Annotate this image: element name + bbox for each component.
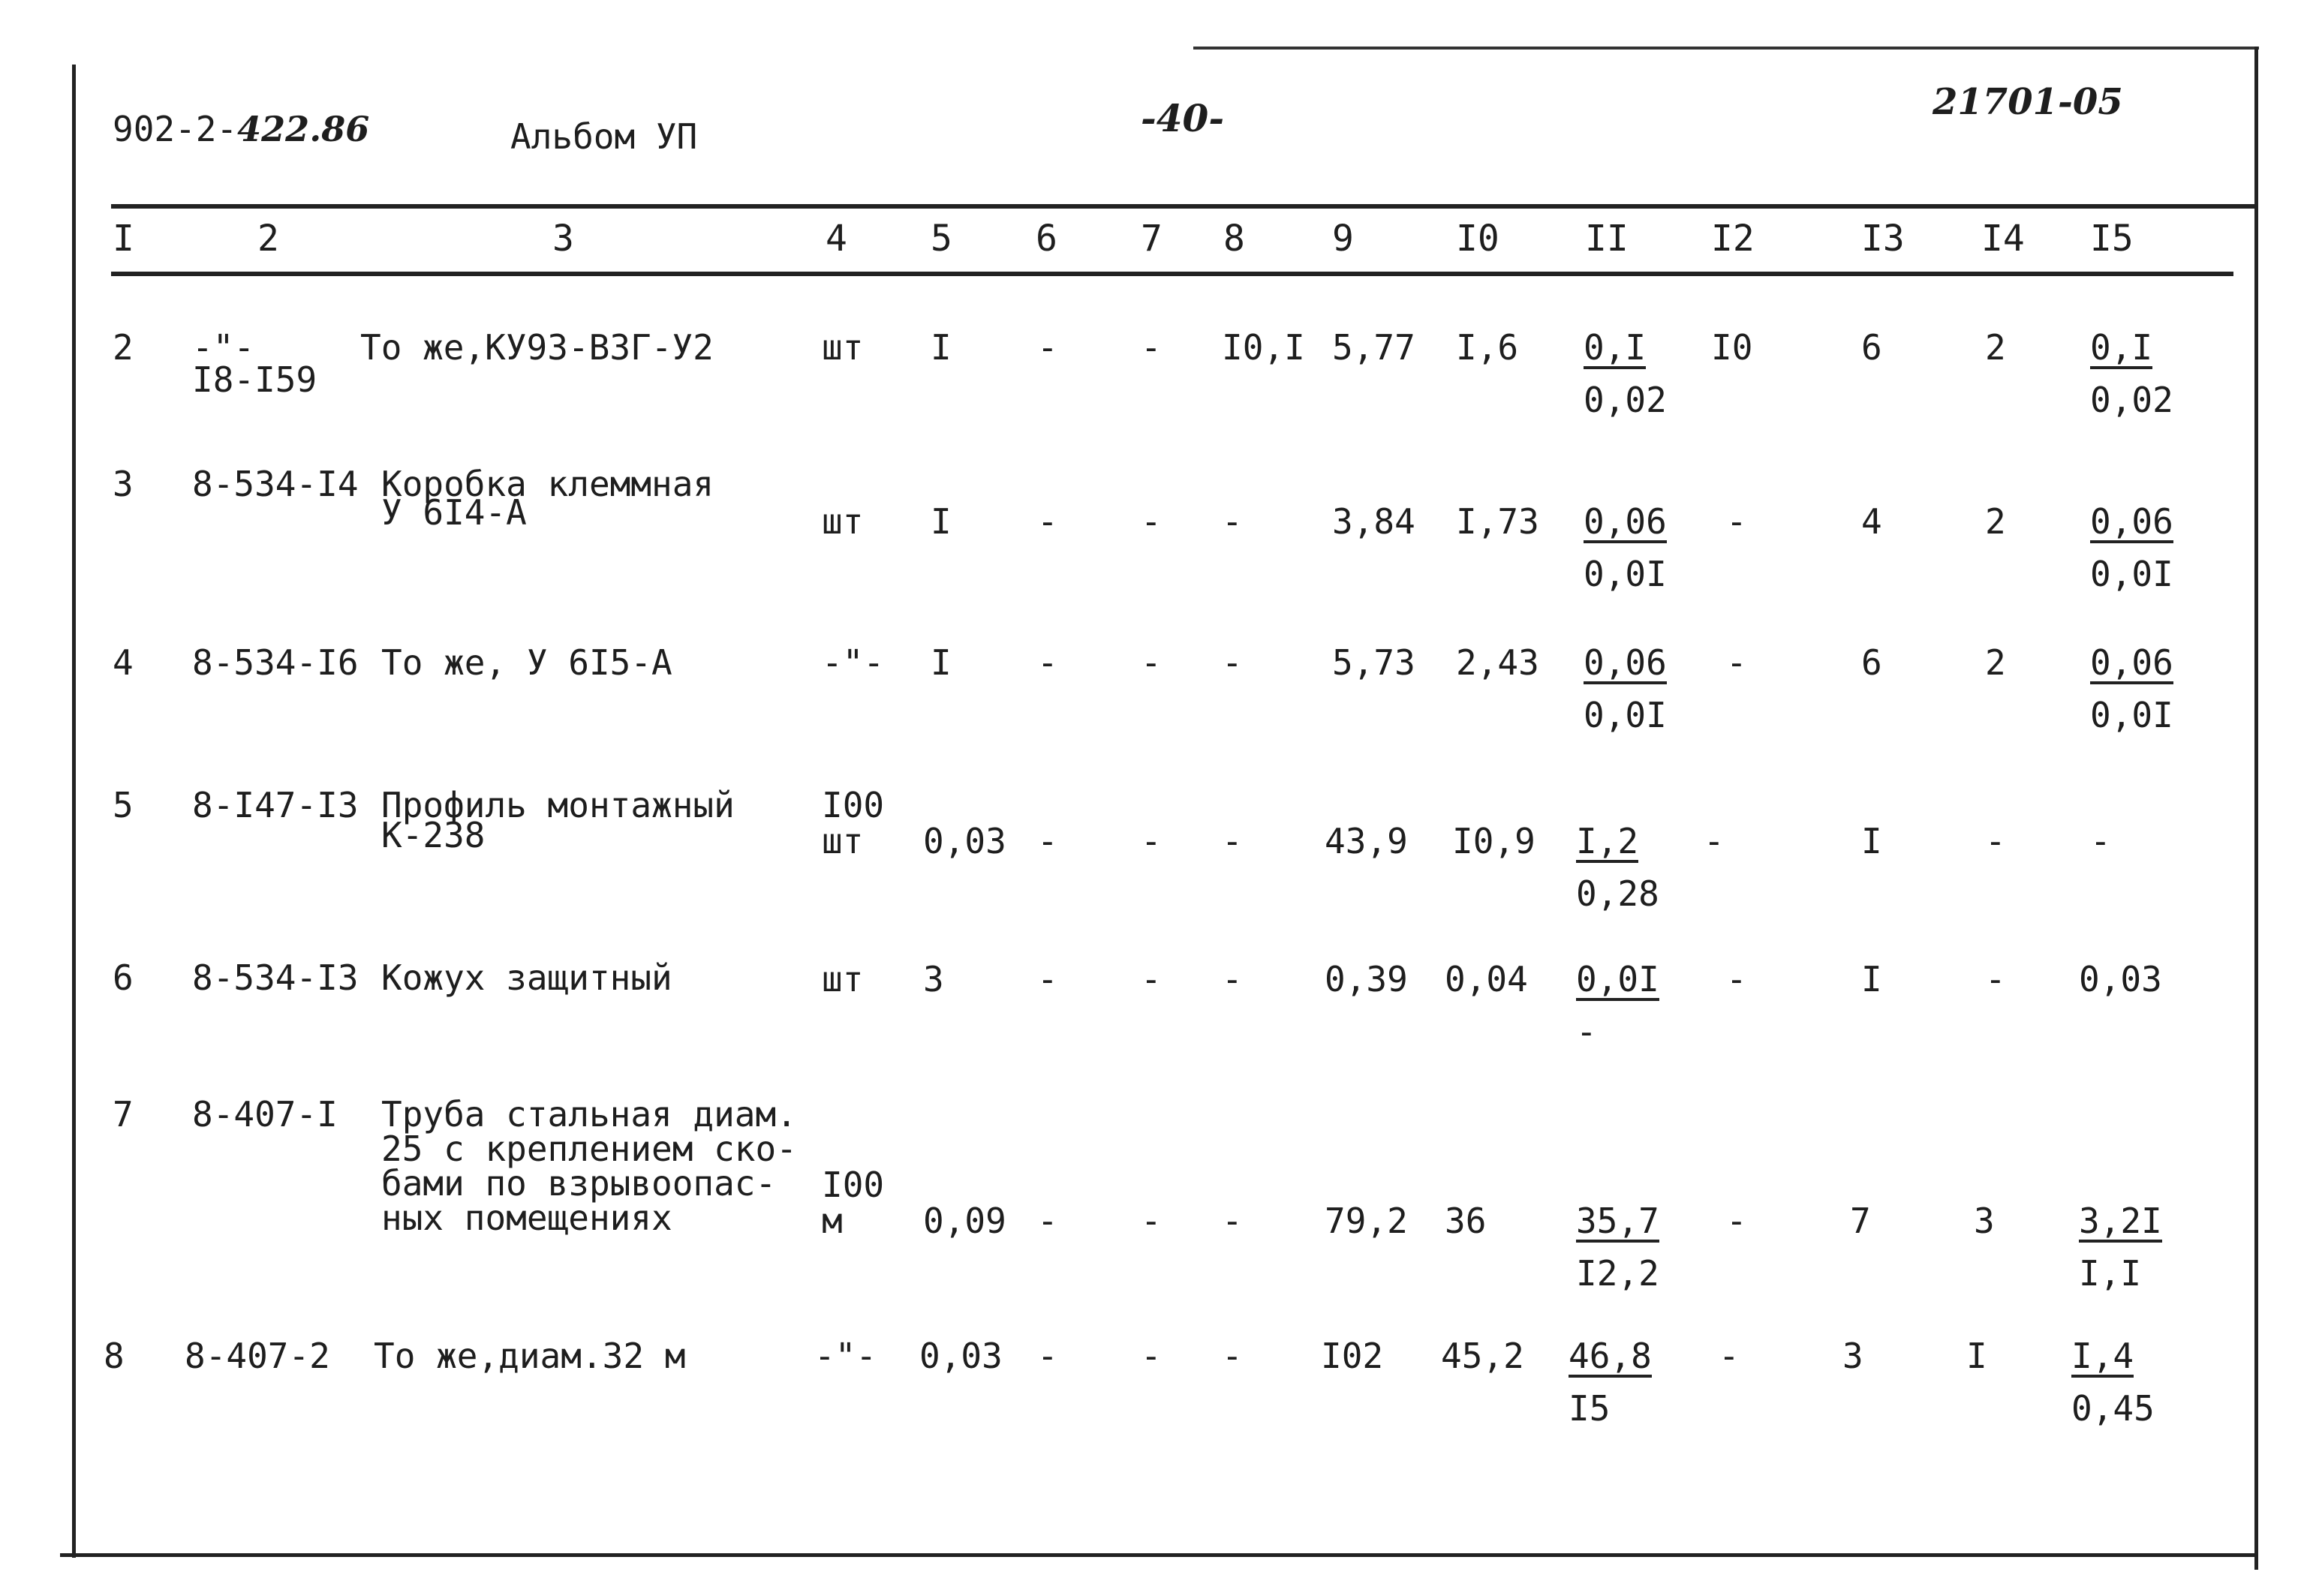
cell-col7: -	[1141, 501, 1162, 542]
cell-item-number: 7	[113, 1094, 134, 1135]
cell-col10: I,73	[1456, 501, 1539, 542]
cell-col7: -	[1141, 1336, 1162, 1376]
cell-col14: I	[1966, 1336, 1987, 1376]
cell-col9: 5,77	[1332, 327, 1415, 368]
cell-col11-fraction	[1584, 642, 1667, 735]
fraction-denominator: 0,0I	[2090, 695, 2173, 735]
fraction-denominator: 0,0I	[1584, 554, 1667, 594]
cell-col14: 2	[1985, 327, 2006, 368]
cell-quantity: 0,03	[923, 821, 1006, 861]
col-header-10: I0	[1456, 218, 1499, 260]
cell-norm-code-line: 8-534-I3	[192, 957, 359, 998]
cell-col15-fraction	[2090, 642, 2173, 735]
col-header-8: 8	[1223, 218, 1245, 260]
fraction-numerator: 0,0I	[1576, 959, 1659, 999]
frame-top-edge	[1193, 47, 2259, 50]
cell-col7: -	[1141, 327, 1162, 368]
cell-col8: -	[1222, 1336, 1243, 1376]
cell-quantity: I	[931, 501, 952, 542]
cell-col12: I0	[1711, 327, 1753, 368]
table-header-rule	[111, 272, 2233, 276]
fraction-numerator: 0,06	[1584, 501, 1667, 542]
cell-col14: -	[1985, 959, 2006, 999]
cell-col15-fraction	[2079, 1201, 2162, 1294]
col-header-14: I4	[1981, 218, 2025, 260]
cell-col6: -	[1037, 642, 1058, 683]
cell-col12: -	[1704, 821, 1725, 861]
album-title: Альбом УП	[510, 116, 698, 157]
cell-col14: 3	[1974, 1201, 1995, 1241]
fraction-denominator: 0,28	[1576, 873, 1659, 914]
cell-col8: -	[1222, 959, 1243, 999]
cell-col12: -	[1726, 501, 1747, 542]
cell-col11-fraction	[1576, 1201, 1659, 1294]
cell-col8: -	[1222, 1201, 1243, 1241]
col-header-15: I5	[2090, 218, 2134, 260]
fraction-numerator: I,4	[2071, 1336, 2134, 1376]
cell-col10: 2,43	[1456, 642, 1539, 683]
cell-col9: I02	[1321, 1336, 1384, 1376]
cell-col6: -	[1037, 327, 1058, 368]
cell-description-line: Коробка клеммная	[381, 464, 714, 504]
cell-col7: -	[1141, 959, 1162, 999]
cell-col8: -	[1222, 642, 1243, 683]
cell-col15-fraction	[2071, 1336, 2155, 1429]
cell-col6: -	[1037, 1201, 1058, 1241]
fraction-numerator: 35,7	[1576, 1201, 1659, 1241]
cell-col13: 7	[1850, 1201, 1871, 1241]
cell-unit-line: м	[822, 1201, 843, 1241]
cell-description-line: То же,КУ93-ВЗГ-У2	[360, 327, 714, 368]
col-header-13: I3	[1861, 218, 1905, 260]
cell-quantity: 3	[923, 959, 944, 999]
fraction-numerator: 0,06	[2090, 501, 2173, 542]
cell-description-line: 25 с креплением ско-	[381, 1129, 797, 1169]
cell-item-number: 5	[113, 785, 134, 825]
col-header-3: 3	[552, 218, 574, 260]
document-code-prefix: 902-2-	[113, 109, 238, 149]
fraction-numerator: I,2	[1576, 821, 1639, 861]
cell-col8: -	[1222, 501, 1243, 542]
col-header-6: 6	[1036, 218, 1057, 260]
cell-col14: 2	[1985, 501, 2006, 542]
col-header-12: I2	[1711, 218, 1755, 260]
fraction-numerator: 0,06	[2090, 642, 2173, 683]
cell-col11-fraction	[1576, 959, 1659, 1052]
cell-unit-line: I00	[822, 785, 885, 825]
cell-col6: -	[1037, 501, 1058, 542]
cell-unit-line: шт	[822, 327, 864, 368]
cell-col12: -	[1726, 959, 1747, 999]
cell-unit-line: шт	[822, 821, 864, 861]
cell-col10: 45,2	[1441, 1336, 1524, 1376]
cell-unit-line: шт	[822, 959, 864, 999]
cell-col9: 5,73	[1332, 642, 1415, 683]
frame-left-edge	[72, 65, 76, 1558]
cell-col15: -	[2090, 821, 2111, 861]
cell-description-line: Профиль монтажный	[381, 785, 735, 825]
fraction-denominator: I,I	[2079, 1253, 2142, 1294]
cell-col6: -	[1037, 959, 1058, 999]
fraction-denominator: 0,45	[2071, 1388, 2155, 1429]
cell-quantity: I	[931, 642, 952, 683]
cell-unit-line: -"-	[814, 1336, 877, 1376]
cell-col13: I	[1861, 959, 1882, 999]
cell-norm-code-line: -"-	[192, 327, 255, 368]
col-header-2: 2	[257, 218, 279, 260]
fraction-denominator: -	[1576, 1011, 1597, 1052]
cell-col9: 3,84	[1332, 501, 1415, 542]
cell-col11-fraction	[1576, 821, 1659, 914]
cell-item-number: 4	[113, 642, 134, 683]
cell-description-line: То же, У 6I5-А	[381, 642, 672, 683]
inventory-number: 21701-05	[1933, 81, 2123, 123]
cell-col12: -	[1726, 642, 1747, 683]
fraction-numerator: 0,I	[1584, 327, 1647, 368]
fraction-denominator: 0,0I	[2090, 554, 2173, 594]
cell-col8: I0,I	[1222, 327, 1305, 368]
cell-col14: 2	[1985, 642, 2006, 683]
fraction-denominator: 0,0I	[1584, 695, 1667, 735]
cell-col12: -	[1726, 1201, 1747, 1241]
cell-col10: I0,9	[1452, 821, 1535, 861]
cell-item-number: 8	[104, 1336, 125, 1376]
cell-col8: -	[1222, 821, 1243, 861]
cell-unit-line: I00	[822, 1165, 885, 1205]
cell-item-number: 3	[113, 464, 134, 504]
cell-norm-code-line: 8-407-I	[192, 1094, 338, 1135]
cell-norm-code-line: 8-I47-I3	[192, 785, 359, 825]
col-header-9: 9	[1332, 218, 1354, 260]
col-header-11: II	[1585, 218, 1629, 260]
fraction-numerator: 0,I	[2090, 327, 2153, 368]
cell-description-line: Кожух защитный	[381, 957, 672, 998]
cell-norm-code-line: I8-I59	[192, 359, 317, 400]
cell-item-number: 2	[113, 327, 134, 368]
cell-col6: -	[1037, 821, 1058, 861]
cell-unit-line: шт	[822, 501, 864, 542]
fraction-denominator: I5	[1569, 1388, 1611, 1429]
cell-col7: -	[1141, 1201, 1162, 1241]
cell-col11-fraction	[1569, 1336, 1652, 1429]
frame-bottom-edge	[60, 1553, 2254, 1557]
document-code-handwritten: 422.86	[237, 109, 370, 149]
cell-item-number: 6	[113, 957, 134, 998]
frame-right-edge	[2254, 47, 2258, 1570]
cell-col14: -	[1985, 821, 2006, 861]
cell-description-line: ных помещениях	[381, 1198, 672, 1238]
cell-norm-code-line: 8-534-I4	[192, 464, 359, 504]
cell-col15: 0,03	[2079, 959, 2162, 999]
cell-col7: -	[1141, 642, 1162, 683]
cell-col9: 0,39	[1325, 959, 1408, 999]
cell-col13: 6	[1861, 327, 1882, 368]
cell-col11-fraction	[1584, 501, 1667, 594]
cell-col6: -	[1037, 1336, 1058, 1376]
cell-col15-fraction	[2090, 327, 2173, 420]
cell-description-line: бами по взрывоопас-	[381, 1163, 777, 1204]
cell-description-line: К-238	[381, 815, 486, 855]
cell-col13: 4	[1861, 501, 1882, 542]
fraction-denominator: I2,2	[1576, 1253, 1659, 1294]
page-number: -40-	[1141, 96, 1225, 140]
cell-col12: -	[1719, 1336, 1740, 1376]
fraction-denominator: 0,02	[2090, 380, 2173, 420]
cell-quantity: 0,09	[923, 1201, 1006, 1241]
cell-norm-code-line: 8-534-I6	[192, 642, 359, 683]
cell-col11-fraction	[1584, 327, 1667, 420]
cell-col13: I	[1861, 821, 1882, 861]
fraction-denominator: 0,02	[1584, 380, 1667, 420]
cell-norm-code-line: 8-407-2	[185, 1336, 330, 1376]
cell-quantity: I	[931, 327, 952, 368]
table-top-rule	[111, 204, 2257, 209]
fraction-numerator: 3,2I	[2079, 1201, 2162, 1241]
cell-col10: 36	[1445, 1201, 1487, 1241]
cell-description-line: У 6I4-А	[381, 492, 527, 533]
cell-col9: 43,9	[1325, 821, 1408, 861]
cell-col9: 79,2	[1325, 1201, 1408, 1241]
col-header-4: 4	[826, 218, 847, 260]
cell-col10: 0,04	[1445, 959, 1528, 999]
cell-description-line: Труба стальная диам.	[381, 1094, 797, 1135]
cell-col15-fraction	[2090, 501, 2173, 594]
cell-col13: 3	[1842, 1336, 1863, 1376]
cell-unit-line: -"-	[822, 642, 885, 683]
col-header-1: I	[113, 218, 134, 260]
cell-description-line: То же,диам.32 м	[374, 1336, 686, 1376]
col-header-5: 5	[931, 218, 952, 260]
col-header-7: 7	[1141, 218, 1163, 260]
cell-col10: I,6	[1456, 327, 1519, 368]
document-code	[113, 109, 369, 149]
cell-col7: -	[1141, 821, 1162, 861]
cell-col13: 6	[1861, 642, 1882, 683]
fraction-numerator: 46,8	[1569, 1336, 1652, 1376]
cell-quantity: 0,03	[919, 1336, 1003, 1376]
fraction-numerator: 0,06	[1584, 642, 1667, 683]
